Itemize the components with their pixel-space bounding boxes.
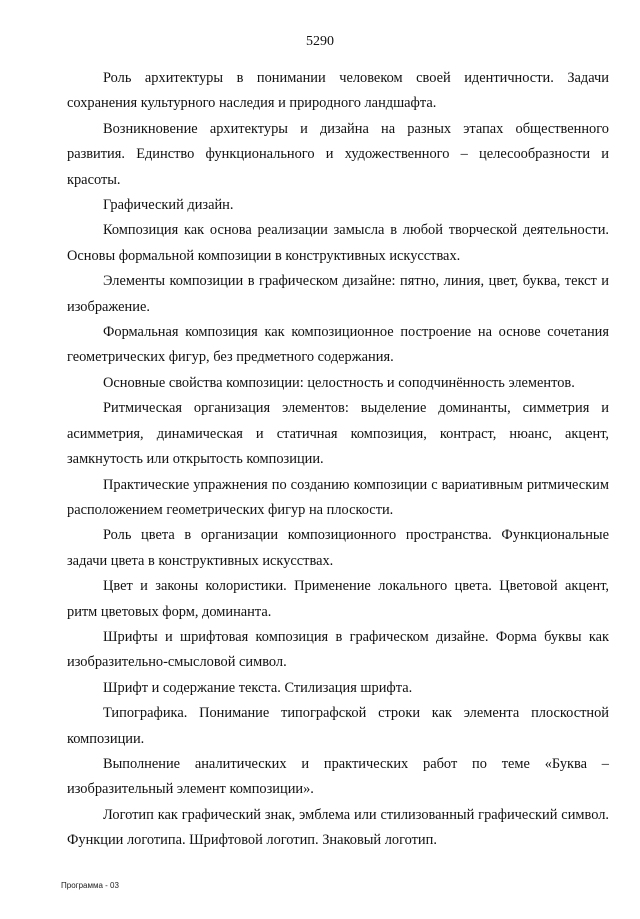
paragraph: Выполнение аналитических и практических работ по теме «Буква – изобразительный элемент композиции». (67, 755, 609, 798)
paragraph: Ритмическая организация элементов: выделение доминанты, симметрия и асимметрия, динамическая и статичная композиция, контраст, нюанс, акцент, замкнутость или открытость композиции. (67, 400, 609, 468)
paragraph: Композиция как основа реализации замысла в любой творческой деятельности. Основы формальной композиции в конструктивных искусствах. (67, 222, 609, 264)
paragraph: Формальная композиция как композиционное построение на основе сочетания геометрических фигур, без предметного содержания. (67, 324, 609, 366)
paragraph: Типографика. Понимание типографской строки как элемента плоскостной композиции. (67, 705, 609, 747)
paragraph: Роль архитектуры в понимании человеком своей идентичности. Задачи сохранения культурного наследия и природного ландшафта. (67, 70, 609, 112)
paragraph: Роль цвета в организации композиционного пространства. Функциональные задачи цвета в конструктивных искусствах. (67, 527, 609, 569)
paragraph: Основные свойства композиции: целостность и соподчинённость элементов. (103, 374, 575, 391)
paragraph: Шрифты и шрифтовая композиция в графическом дизайне. Форма буквы как изобразительно-смысловой символ. (67, 628, 609, 671)
paragraph: Возникновение архитектуры и дизайна на разных этапах общественного развития. Единство функционального и художественного – целесообразности и красоты. (67, 120, 609, 188)
paragraph: Практические упражнения по созданию композиции с вариативным ритмическим расположением геометрических фигур на плоскости. (67, 476, 609, 518)
paragraph: Графический дизайн. (103, 197, 234, 214)
body-text (67, 66, 609, 854)
paragraph: Элементы композиции в графическом дизайне: пятно, линия, цвет, буква, текст и изображение. (67, 273, 609, 315)
footer-label: Программа - 03 (61, 881, 119, 890)
page-number: 5290 (306, 34, 334, 49)
paragraph: Шрифт и содержание текста. Стилизация шрифта. (103, 679, 413, 696)
paragraph: Цвет и законы колористики. Применение локального цвета. Цветовой акцент, ритм цветовых форм, доминанта. (67, 578, 609, 620)
paragraph: Логотип как графический знак, эмблема или стилизованный графический символ. Функции логотипа. Шрифтовой логотип. Знаковый логотип. (67, 806, 609, 849)
